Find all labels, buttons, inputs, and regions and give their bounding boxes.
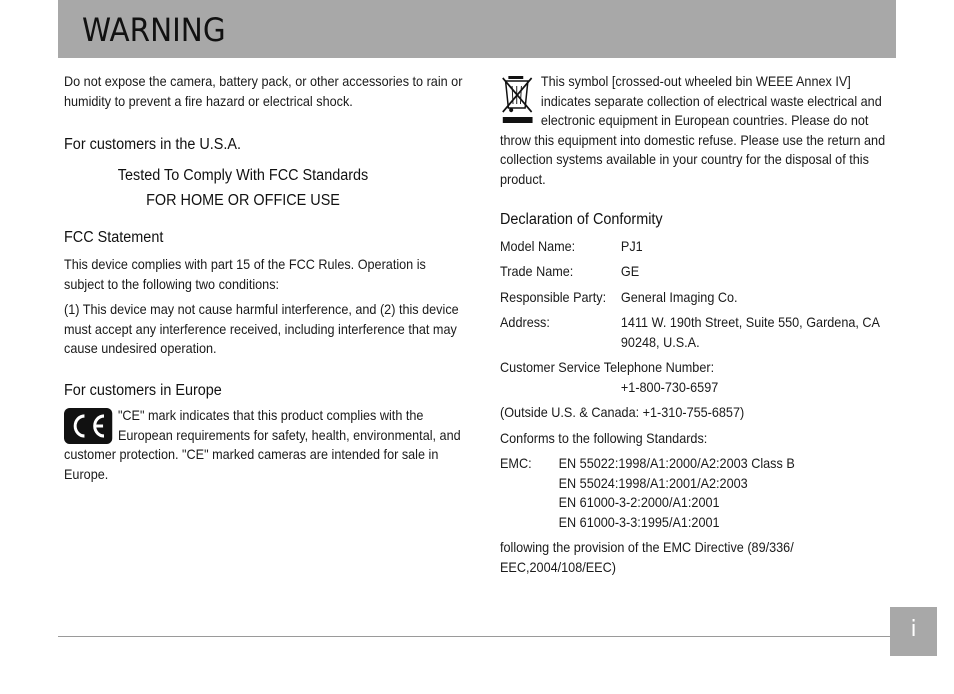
- address-label: Address:: [500, 315, 550, 330]
- right-column-content: [500, 72, 902, 577]
- footer-divider: [58, 636, 894, 637]
- left-column-content: [64, 72, 466, 484]
- weee-section: [500, 72, 902, 189]
- fcc-statement-heading: FCC Statement: [64, 228, 164, 246]
- page-number-badge: [890, 607, 937, 656]
- ce-section: [64, 406, 466, 484]
- address-value: 1411 W. 190th Street, Suite 550, Gardena, CA 90248, U.S.A.: [620, 315, 880, 350]
- ce-text: "CE" mark indicates that this product complies with the European requirements for safety, health, environmental, and customer protection. "CE" marked cameras are intended for sale in Europe.: [64, 408, 461, 482]
- emc-standard-item: EN 55022:1998/A1:2000/A2:2003 Class B: [558, 456, 795, 471]
- conforms-text: Conforms to the following Standards:: [500, 430, 708, 446]
- fcc-statement-paragraph-2: (1) This device may not cause harmful interference, and (2) this device must accept any interference received, including interference that may cause undesired operation.: [64, 302, 459, 356]
- fcc-statement-paragraph-1: This device complies with part 15 of the FCC Rules. Operation is subject to the following two conditions:: [64, 257, 426, 292]
- party-row: [500, 288, 902, 308]
- emc-row: [500, 454, 902, 532]
- model-row: [500, 237, 902, 257]
- emc-standards-list: [559, 454, 795, 532]
- weee-text: This symbol [crossed-out wheeled bin WEEE Annex IV] indicates separate collection of electrical waste electrical and electronic equipment in European countries. Please do not throw this equipment into domestic refuse. Please use the return and collection systems available in your country for the disposal of this product.: [500, 74, 886, 187]
- left-column: [64, 72, 464, 484]
- trade-label: Trade Name:: [500, 264, 574, 279]
- trade-row: [500, 262, 902, 282]
- emc-label: EMC:: [500, 456, 532, 471]
- trade-value: GE: [620, 264, 640, 279]
- emc-standard-item: EN 55024:1998/A1:2001/A2:2003: [558, 475, 748, 491]
- service-value: +1-800-730-6597: [620, 379, 719, 395]
- address-row: [500, 313, 902, 352]
- declaration-heading: Declaration of Conformity: [500, 211, 663, 228]
- directive-text: following the provision of the EMC Directive (89/336/ EEC,2004/108/EEC): [500, 540, 794, 575]
- europe-heading: For customers in Europe: [64, 381, 222, 399]
- fcc-tested-text: Tested To Comply With FCC Standards: [117, 166, 369, 184]
- party-value: General Imaging Co.: [620, 289, 738, 305]
- crossed-out-wheeled-bin-icon: [500, 74, 535, 124]
- usa-heading: For customers in the U.S.A.: [64, 136, 242, 153]
- model-label: Model Name:: [500, 238, 576, 254]
- party-label: Responsible Party:: [500, 289, 607, 305]
- page-number: i: [910, 617, 917, 642]
- service-label: Customer Service Telephone Number:: [500, 360, 715, 375]
- outside-phone: (Outside U.S. & Canada: +1-310-755-6857): [500, 405, 745, 420]
- ce-mark-icon: [64, 408, 112, 444]
- right-column: [500, 72, 900, 577]
- page-title: WARNING: [82, 11, 226, 49]
- fcc-use-text: FOR HOME OR OFFICE USE: [146, 192, 340, 209]
- emc-standard-item: EN 61000-3-3:1995/A1:2001: [558, 514, 720, 530]
- intro-paragraph: Do not expose the camera, battery pack, or other accessories to rain or humidity to prevent a fire hazard or electrical shock.: [64, 74, 463, 109]
- emc-standard-item: EN 61000-3-2:2000/A1:2001: [558, 495, 720, 510]
- model-value: PJ1: [620, 238, 643, 254]
